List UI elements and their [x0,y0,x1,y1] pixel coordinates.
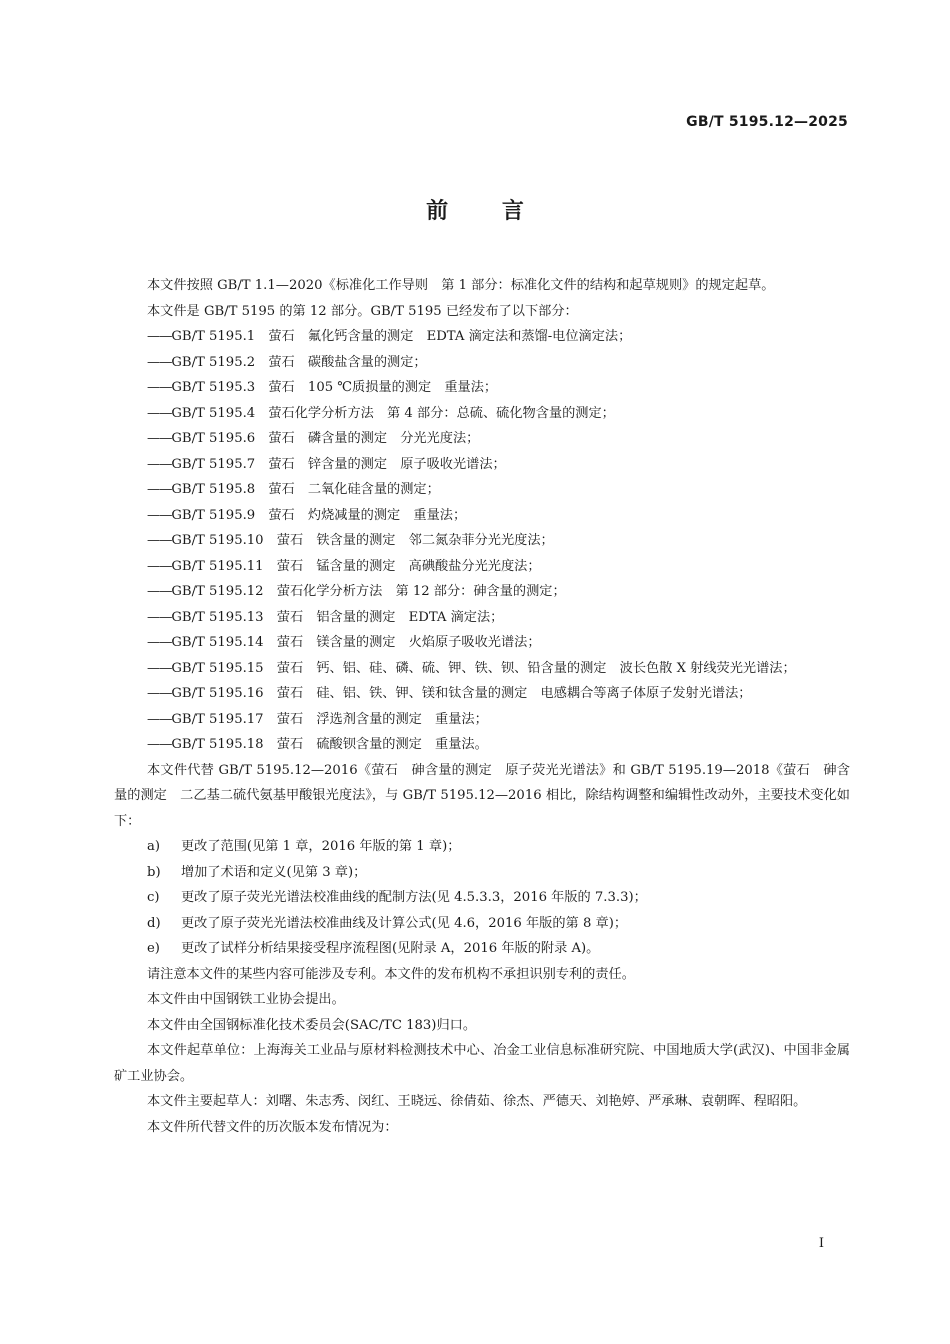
technical-change-item [114,911,850,937]
standard-code: GB/T 5195.12—2025 [686,114,848,130]
dash-marker: —— [147,507,172,523]
published-part-text: GB/T 5195.12 萤石化学分析方法 第 12 部分：砷含量的测定； [171,584,566,599]
published-part-item [114,605,850,631]
published-part-item [114,732,850,758]
drafters: 本文件主要起草人：刘曙、朱志秀、闵红、王晓远、徐倩茹、徐杰、严德天、刘艳婷、严承琳、袁朝晖、程昭阳。 [147,1094,807,1109]
intro-paragraph-part-info: 本文件是 GB/T 5195 的第 12 部分。GB/T 5195 已经发布了以下部分： [147,303,578,319]
patent-notice: 请注意本文件的某些内容可能涉及专利。本文件的发布机构不承担识别专利的责任。 [147,966,635,982]
published-part-text: GB/T 5195.3 萤石 105 ℃质损量的测定 重量法； [171,380,498,395]
published-part-text: GB/T 5195.11 萤石 锰含量的测定 高碘酸盐分光光度法； [171,558,541,574]
dash-marker: —— [147,686,172,701]
published-part-text: GB/T 5195.1 萤石 氟化钙含量的测定 EDTA 滴定法和蒸馏-电位滴定法； [171,329,632,344]
published-part-item [114,656,850,682]
technical-change-item [114,834,850,860]
technical-changes-list [114,834,850,962]
dash-marker: —— [147,329,172,344]
published-parts-list [114,324,850,758]
published-part-item [114,630,850,656]
replacement-paragraph: 本文件代替 GB/T 5195.12—2016《萤石 砷含量的测定 原子荧光光谱法》和 GB/T 5195.19—2018《萤石 砷含量的测定 二乙基二硫代氨基甲酸银光度法》，与 GB/T 5195.12—2016 相比，除结构调整和编辑性改动外，主要技术变化如下： [114,762,850,829]
document-body [114,273,850,1140]
committee-statement: 本文件由全国钢标准化技术委员会(SAC/TC 183)归口。 [147,1017,477,1033]
published-part-text: GB/T 5195.10 萤石 铁含量的测定 邻二氮杂菲分光光度法； [171,533,554,548]
dash-marker: —— [147,431,172,446]
published-part-text: GB/T 5195.7 萤石 锌含量的测定 原子吸收光谱法； [171,456,506,472]
dash-marker: —— [147,558,172,574]
dash-marker: —— [147,354,172,370]
dash-marker: —— [147,456,172,472]
dash-marker: —— [147,533,172,548]
published-part-item [114,375,850,401]
published-part-item [114,426,850,452]
published-part-item [114,477,850,503]
published-part-item [114,452,850,478]
published-part-text: GB/T 5195.14 萤石 镁含量的测定 火焰原子吸收光谱法； [171,635,541,650]
change-marker: e) [147,941,160,956]
dash-marker: —— [147,584,172,599]
change-marker: d) [147,915,161,931]
technical-change-item [114,936,850,962]
published-part-item [114,579,850,605]
proposer-statement: 本文件由中国钢铁工业协会提出。 [147,992,345,1007]
published-part-text: GB/T 5195.6 萤石 磷含量的测定 分光光度法； [171,431,480,446]
published-part-text: GB/T 5195.4 萤石化学分析方法 第 4 部分：总硫、硫化物含量的测定； [171,405,615,421]
published-part-item [114,707,850,733]
dash-marker: —— [147,609,172,625]
dash-marker: —— [147,660,172,676]
published-part-item [114,401,850,427]
technical-change-item [114,885,850,911]
change-text: 更改了原子荧光光谱法校准曲线的配制方法(见 4.5.3.3，2016 年版的 7.3.3)； [181,890,647,905]
published-part-item [114,681,850,707]
dash-marker: —— [147,380,172,395]
change-text: 更改了原子荧光光谱法校准曲线及计算公式(见 4.6，2016 年版的第 8 章)； [181,915,628,931]
published-part-text: GB/T 5195.15 萤石 钙、铝、硅、磷、硫、钾、铁、钡、铅含量的测定 波长色散 X 射线荧光光谱法； [171,660,796,676]
change-text: 更改了范围(见第 1 章，2016 年版的第 1 章)； [181,839,461,854]
published-part-item [114,324,850,350]
change-text: 增加了术语和定义(见第 3 章)； [181,864,367,880]
published-part-item [114,503,850,529]
published-part-text: GB/T 5195.13 萤石 铝含量的测定 EDTA 滴定法； [171,609,504,625]
dash-marker: —— [147,635,172,650]
change-marker: a) [147,839,161,854]
published-part-item [114,528,850,554]
drafting-organizations: 本文件起草单位：上海海关工业品与原材料检测技术中心、冶金工业信息标准研究院、中国地质大学(武汉)、中国非金属矿工业协会。 [114,1043,850,1084]
published-part-text: GB/T 5195.18 萤石 硫酸钡含量的测定 重量法。 [171,737,488,752]
technical-change-item [114,860,850,886]
published-part-item [114,554,850,580]
dash-marker: —— [147,405,172,421]
dash-marker: —— [147,711,172,727]
previous-editions-heading: 本文件所代替文件的历次版本发布情况为： [147,1119,398,1135]
change-text: 更改了试样分析结果接受程序流程图(见附录 A，2016 年版的附录 A)。 [181,941,600,956]
published-part-text: GB/T 5195.16 萤石 硅、铝、铁、钾、镁和钛含量的测定 电感耦合等离子体原子发射光谱法； [171,686,752,701]
dash-marker: —— [147,482,172,497]
published-part-text: GB/T 5195.8 萤石 二氧化硅含量的测定； [171,482,440,497]
change-marker: b) [147,864,161,880]
published-part-text: GB/T 5195.17 萤石 浮选剂含量的测定 重量法； [171,711,488,727]
published-part-item [114,350,850,376]
published-part-text: GB/T 5195.2 萤石 碳酸盐含量的测定； [171,354,427,370]
dash-marker: —— [147,737,172,752]
published-part-text: GB/T 5195.9 萤石 灼烧减量的测定 重量法； [171,507,467,523]
intro-paragraph-drafting: 本文件按照 GB/T 1.1—2020《标准化工作导则 第 1 部分：标准化文件的结构和起草规则》的规定起草。 [147,278,775,293]
page-title: 前 言 [426,199,524,224]
page-number: I [818,1236,824,1251]
change-marker: c) [147,890,160,905]
